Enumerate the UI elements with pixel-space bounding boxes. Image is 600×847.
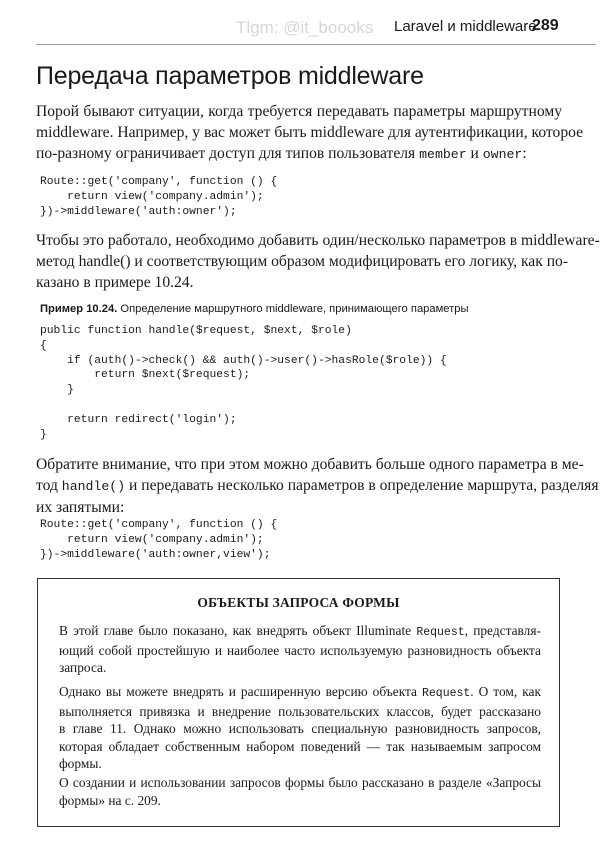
inline-code: Request: [416, 626, 465, 639]
sidebar-paragraph: [59, 774, 541, 809]
text-line: ющий собой простейшую и наиболее часто используемую разновидность объекта: [59, 642, 541, 658]
watermark: Tlgm: @it_boooks: [236, 18, 374, 37]
text-line: в главе 11. Однако можно использовать специальную разновидность запросов,: [59, 721, 541, 737]
running-header: [36, 12, 596, 40]
sidebar-box: [37, 578, 560, 827]
paragraph-intro: [36, 101, 584, 165]
text-run: , представля-: [464, 623, 541, 638]
code-block-route-owner: Route::get('company', function () { return view('company.admin'); })->middleware('auth:owner');: [40, 176, 278, 218]
text-line: [59, 683, 541, 703]
text-run: Однако вы можете внедрять и расширенную версию объекта: [59, 684, 422, 699]
text-line: метод handle() и соответствующим образом модифицировать его логику, как по-: [36, 253, 569, 270]
inline-code: handle(): [61, 479, 126, 494]
running-title: Laravel и middleware: [394, 18, 537, 35]
text-line: Чтобы это работало, необходимо добавить один/несколько параметров в middleware-: [36, 232, 600, 249]
inline-code: Request: [421, 687, 471, 700]
text-run: тод: [36, 477, 62, 494]
text-line: [59, 622, 541, 642]
sidebar-paragraph: [59, 683, 541, 773]
text-line: middleware. Например, у вас может быть middleware для аутентификации, которое: [36, 124, 584, 141]
text-line: выполняется привязка и внедрение пользовательских классов, будет рассказано: [59, 703, 541, 719]
text-line: которая обладает собственным набором поведений — так называемым запросом: [59, 738, 541, 754]
header-divider: [36, 44, 596, 45]
code-block-route-owner-view: Route::get('company', function () { return view('company.admin'); })->middleware('auth:owner,view');: [40, 519, 278, 561]
text-run: и: [466, 145, 483, 162]
text-run: и передавать несколько параметров в определение маршрута, разделяя: [125, 477, 599, 494]
text-line: О создании и использовании запросов формы было рассказано в разделе «Запросы: [59, 775, 541, 790]
text-run: . О том, как: [470, 684, 541, 699]
text-run: по-разному ограничивает доступ для типов пользователя: [36, 145, 420, 162]
page-number: 289: [532, 17, 559, 34]
inline-code: owner: [482, 147, 523, 162]
sidebar-title: ОБЪЕКТЫ ЗАПРОСА ФОРМЫ: [197, 595, 400, 610]
text-run: :: [522, 145, 527, 162]
text-run: В этой главе было показано, как внедрять объект Illuminate: [59, 623, 417, 638]
text-line: запроса.: [59, 660, 107, 676]
example-caption: [40, 303, 469, 315]
text-line: Порой бывают ситуации, когда требуется передавать параметры маршрутному: [36, 103, 562, 120]
text-line: [36, 475, 599, 497]
text-line: формы.: [59, 756, 102, 772]
section-title: Передача параметров middleware: [36, 62, 424, 90]
text-line: их запятыми:: [36, 499, 125, 516]
text-line: Обратите внимание, что при этом можно добавить больше одного параметра в ме-: [36, 456, 584, 473]
code-block-handle: public function handle($request, $next, $role) { if (auth()->check() && auth()->user()->hasRole($role)) { return $next($request); } return redirect('login'); }: [40, 325, 447, 441]
paragraph-handle: [36, 230, 600, 293]
example-caption-text: Определение маршрутного middleware, принимающего параметры: [117, 303, 469, 315]
paragraph-multiple-params: [36, 454, 599, 518]
text-line: казано в примере 10.24.: [36, 274, 194, 291]
text-line: формы» на с. 209.: [59, 792, 161, 808]
example-label: Пример 10.24.: [40, 303, 118, 315]
inline-code: member: [419, 147, 467, 162]
text-line: [36, 143, 562, 165]
sidebar-paragraph: [59, 622, 541, 677]
